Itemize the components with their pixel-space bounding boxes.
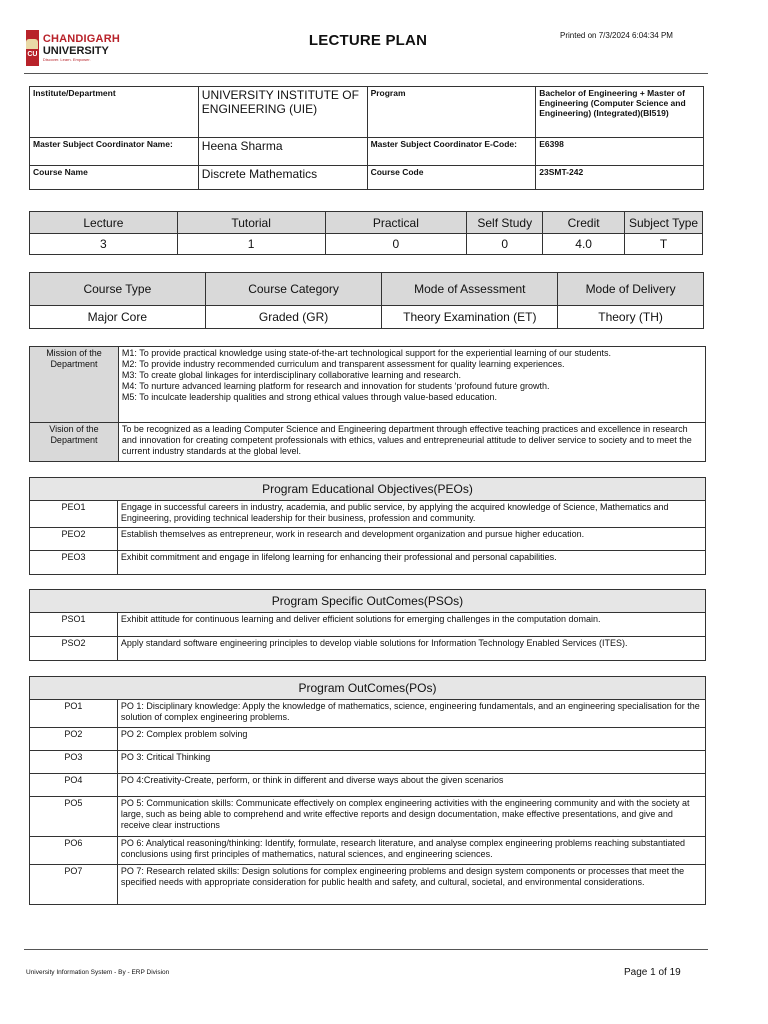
pso-text: Exhibit attitude for continuous learning and deliver efficient solutions for emerging challenges in the computation domain. — [117, 613, 705, 637]
credit-table — [29, 211, 703, 255]
po-text: PO 7: Research related skills: Design solutions for complex engineering problems and design system components or processes that meet the specified needs with appropriate consideration for public health and safety, and cultural, societal, and environmental considerations. — [117, 865, 705, 905]
course-name-value: Discrete Mathematics — [198, 166, 367, 190]
po-text: PO 5: Communication skills: Communicate effectively on complex engineering activities with the engineering community and with the society at large, such as being able to comprehend and write effective reports and design documentation, make effective presentations, and give and receive clear instructions — [117, 797, 705, 837]
logo-badge-icon: CU — [26, 30, 39, 66]
ecode-label: Master Subject Coordinator E-Code: — [367, 138, 536, 166]
course-code-value: 23SMT-242 — [536, 166, 704, 190]
pos-table — [29, 676, 706, 905]
po-code: PO7 — [30, 865, 118, 905]
po-text: PO 4:Creativity-Create, perform, or think in different and diverse ways about the given scenarios — [117, 774, 705, 797]
course-name-label: Course Name — [30, 166, 199, 190]
type-header-cell: Course Type — [30, 273, 206, 306]
credit-header-cell: Tutorial — [177, 212, 325, 234]
program-label: Program — [367, 87, 536, 138]
page-number: Page 1 of 19 — [624, 967, 681, 978]
mission-text — [118, 347, 705, 423]
mission-line: M3: To create global linkages for interdisciplinary collaborative learning and research. — [121, 370, 461, 380]
po-text: PO 1: Disciplinary knowledge: Apply the knowledge of mathematics, science, engineering fundamentals, and an engineering specialisation for the solution of complex engineering problems. — [117, 700, 705, 728]
peos-table — [29, 477, 706, 575]
type-header-cell: Course Category — [205, 273, 382, 306]
mission-label: Mission of the Department — [30, 347, 119, 423]
type-value-cell: Theory Examination (ET) — [382, 306, 558, 329]
university-logo — [26, 30, 120, 66]
printed-timestamp: Printed on 7/3/2024 6:04:34 PM — [560, 31, 673, 40]
footer-divider — [24, 949, 708, 950]
mission-line: M2: To provide industry recommended curriculum and transparent assessment for quality learning experiences. — [121, 359, 565, 369]
logo-tagline: Discover. Learn. Empower. — [42, 57, 91, 62]
peo-code: PEO1 — [30, 501, 118, 528]
credit-header-cell: Lecture — [30, 212, 178, 234]
psos-table — [29, 589, 706, 661]
peo-text: Exhibit commitment and engage in lifelong learning for enhancing their professional and personal capabilities. — [117, 551, 705, 575]
type-value-cell: Graded (GR) — [205, 306, 382, 329]
logo-line-1: CHANDIGARH — [42, 33, 120, 45]
footer-system-name: University Information System - By - ERP Division — [26, 969, 170, 976]
pso-code: PSO1 — [30, 613, 118, 637]
type-header-cell: Mode of Assessment — [382, 273, 558, 306]
page-title: LECTURE PLAN — [308, 32, 428, 49]
course-type-table — [29, 272, 704, 329]
institute-label: Institute/Department — [30, 87, 199, 138]
mission-line: M4: To nurture advanced learning platform for research and innovation for students ‘profound future growth. — [121, 381, 550, 391]
po-text: PO 3: Critical Thinking — [117, 751, 705, 774]
peo-code: PEO3 — [30, 551, 118, 575]
po-text: PO 2: Complex problem solving — [117, 728, 705, 751]
peo-code: PEO2 — [30, 528, 118, 551]
logo-line-2: UNIVERSITY — [42, 45, 109, 57]
po-code: PO5 — [30, 797, 118, 837]
ecode-value: E6398 — [536, 138, 704, 166]
mission-line: M1: To provide practical knowledge using state-of-the-art technological support for the experiential learning of our students. — [121, 348, 612, 358]
course-info-table — [29, 86, 704, 190]
po-code: PO3 — [30, 751, 118, 774]
credit-value-cell: 4.0 — [543, 234, 625, 255]
type-value-cell: Major Core — [30, 306, 206, 329]
institute-value: UNIVERSITY INSTITUTE OF ENGINEERING (UIE) — [198, 87, 367, 138]
credit-header-cell: Credit — [543, 212, 625, 234]
po-code: PO2 — [30, 728, 118, 751]
header-divider — [24, 73, 708, 74]
credit-value-cell: 1 — [177, 234, 325, 255]
program-value: Bachelor of Engineering + Master of Engineering (Computer Science and Engineering) (Integrated)(BI519) — [536, 87, 704, 138]
po-text: PO 6: Analytical reasoning/thinking: Identify, formulate, research literature, and analyse complex engineering problems reaching substantiated conclusions using first principles of mathematics, natural sciences, and engineering sciences. — [117, 837, 705, 865]
pso-text: Apply standard software engineering principles to develop viable solutions for Information Technology Enabled Services (ITES). — [117, 637, 705, 661]
vision-text: To be recognized as a leading Computer Science and Engineering department through effective teaching practices and excellence in research and innovation for creating competent professionals with ethics, values and entrepreneurial attitude to deliver service to society and to meet the current industry standards at the global level. — [118, 423, 705, 462]
credit-header-cell: Self Study — [467, 212, 543, 234]
credit-header-cell: Practical — [325, 212, 467, 234]
credit-value-cell: 3 — [30, 234, 178, 255]
pso-code: PSO2 — [30, 637, 118, 661]
peo-text: Engage in successful careers in industry, academia, and public service, by applying the acquired knowledge of Science, Mathematics and Engineering, providing technical leadership for their business, profession and community. — [117, 501, 705, 528]
mission-line: M5: To inculcate leadership qualities and strong ethical values through value-based education. — [121, 392, 497, 402]
vision-label: Vision of the Department — [30, 423, 119, 462]
coordinator-label: Master Subject Coordinator Name: — [30, 138, 199, 166]
credit-value-cell: 0 — [325, 234, 467, 255]
pos-title: Program OutComes(POs) — [30, 677, 706, 700]
credit-value-cell: T — [625, 234, 703, 255]
mission-vision-table — [29, 346, 706, 462]
course-code-label: Course Code — [367, 166, 536, 190]
credit-header-cell: Subject Type — [625, 212, 703, 234]
po-code: PO6 — [30, 837, 118, 865]
type-value-cell: Theory (TH) — [558, 306, 704, 329]
psos-title: Program Specific OutComes(PSOs) — [30, 590, 706, 613]
coordinator-value: Heena Sharma — [198, 138, 367, 166]
credit-value-cell: 0 — [467, 234, 543, 255]
po-code: PO1 — [30, 700, 118, 728]
peos-title: Program Educational Objectives(PEOs) — [30, 478, 706, 501]
type-header-cell: Mode of Delivery — [558, 273, 704, 306]
peo-text: Establish themselves as entrepreneur, work in research and development organization and pursue higher education. — [117, 528, 705, 551]
po-code: PO4 — [30, 774, 118, 797]
